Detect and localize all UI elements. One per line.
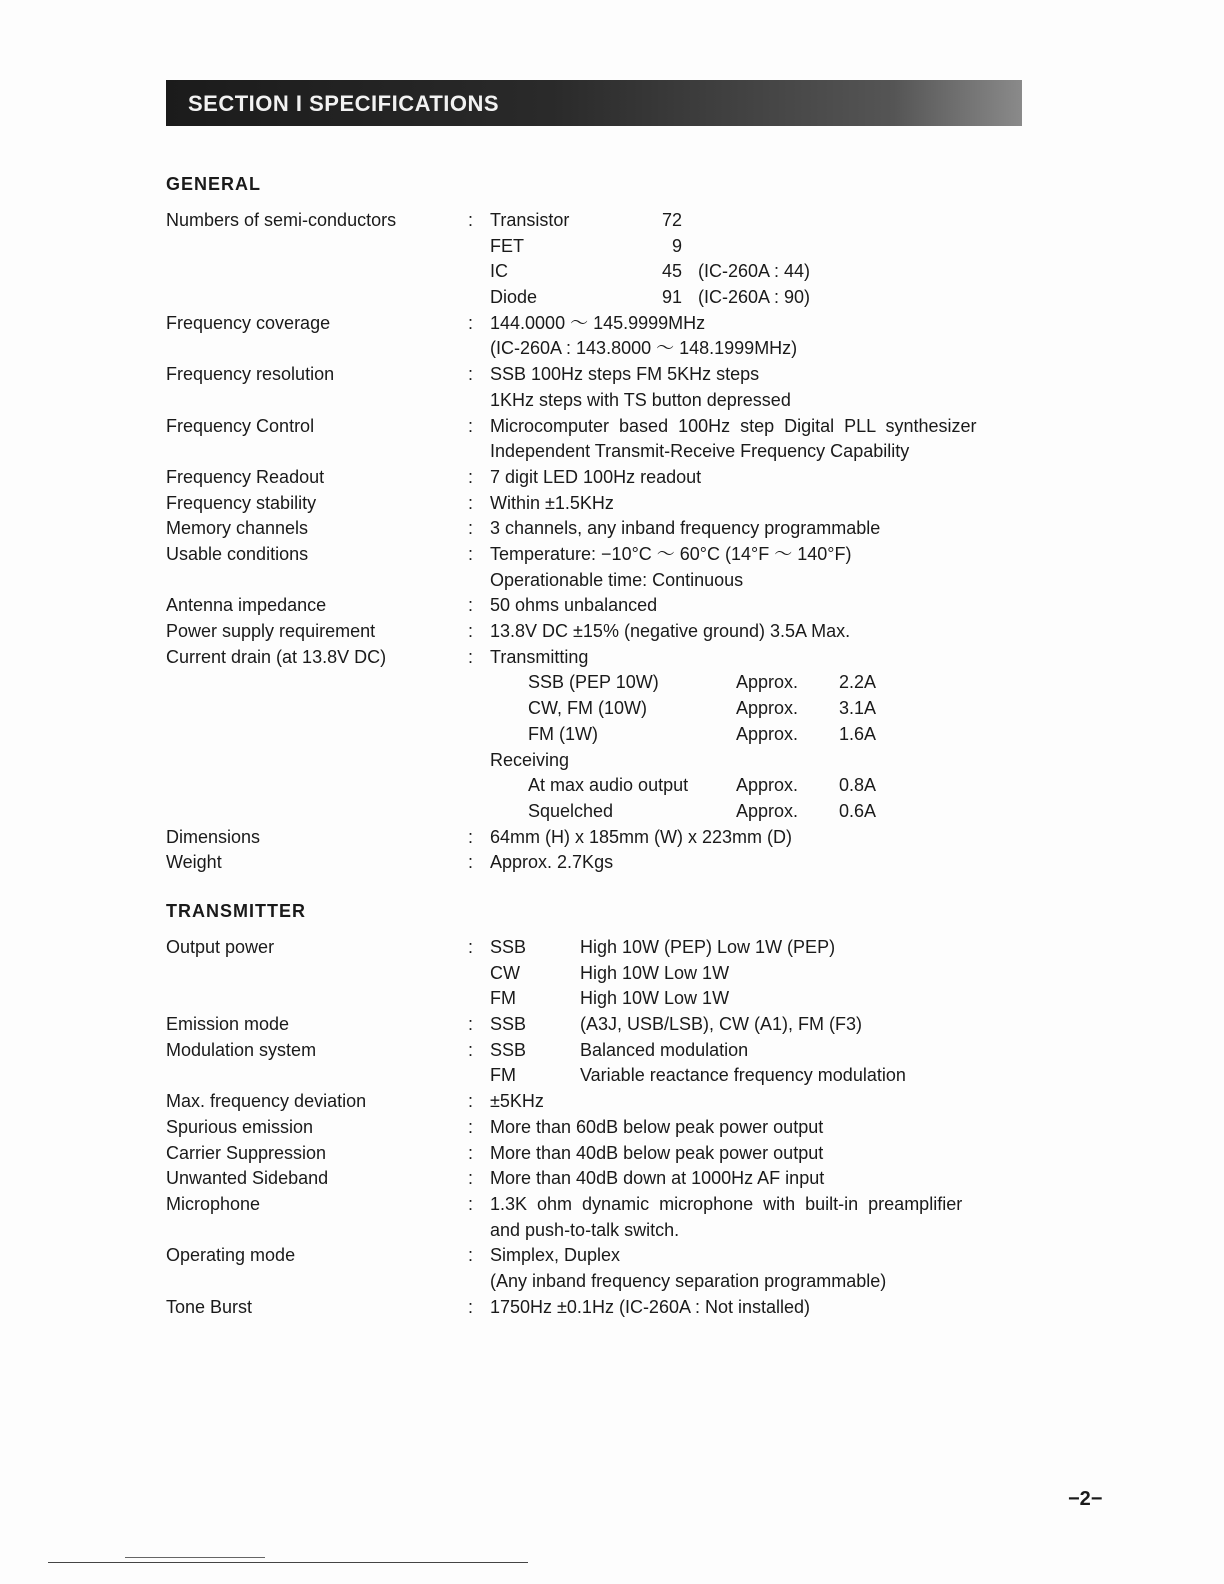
spec-item: [166, 619, 1046, 645]
spec-values: [490, 1243, 1046, 1294]
mode-desc: Variable reactance frequency modulation: [580, 1065, 906, 1086]
colon: :: [468, 518, 474, 539]
spec-label: Current drain (at 13.8V DC): [166, 646, 387, 667]
current-row: [490, 696, 1046, 722]
semiconductor-row: [490, 259, 1046, 285]
spec-value-text: (IC-260A : 143.8000 ～ 148.1999MHz): [490, 338, 798, 359]
spec-label: Max. frequency deviation: [166, 1091, 367, 1112]
spec-value-line: [490, 1269, 1046, 1295]
spec-item: [166, 1115, 1046, 1141]
section-title: SECTION I SPECIFICATIONS: [188, 91, 500, 116]
spec-value-line: [490, 568, 1046, 594]
section-banner: [166, 80, 1022, 126]
spec-item: [166, 935, 1046, 1012]
spec-item: [166, 491, 1046, 517]
spec-label: Operating mode: [166, 1245, 296, 1266]
spec-values: [490, 825, 1046, 851]
spec-value-text: 1.3K ohm dynamic microphone with built-in preamplifier: [490, 1193, 963, 1214]
spec-values: [490, 1192, 1046, 1243]
colon: :: [468, 1014, 474, 1035]
spec-item: [166, 516, 1046, 542]
spec-label: Spurious emission: [166, 1116, 314, 1137]
page-number: −2−: [1068, 1488, 1103, 1510]
spec-values: [490, 593, 1046, 619]
colon: :: [468, 595, 474, 616]
colon: :: [468, 312, 474, 333]
colon: :: [468, 852, 474, 873]
spec-values: [490, 208, 1046, 311]
spec-item: [166, 1295, 1046, 1321]
spec-label: Dimensions: [166, 826, 261, 847]
spec-values: [490, 1012, 1046, 1038]
current-row: [490, 773, 1046, 799]
spec-item: [166, 1012, 1046, 1038]
transmitter-heading: TRANSMITTER: [166, 901, 306, 921]
mode-desc: High 10W (PEP) Low 1W (PEP): [580, 937, 836, 957]
spec-values: [490, 1038, 1046, 1089]
component-name: Transistor: [490, 210, 570, 230]
spec-item: [166, 593, 1046, 619]
spec-value-line: [490, 414, 1046, 440]
spec-value-line: [490, 311, 1046, 337]
spec-value-text: 1KHz steps with TS button depressed: [490, 389, 791, 410]
spec-value-text: SSB 100Hz steps FM 5KHz steps: [490, 364, 760, 385]
current-value: 0.8A: [839, 775, 877, 796]
semiconductor-row: [490, 234, 1046, 260]
mode-name: SSB: [490, 937, 527, 957]
spec-item: [166, 542, 1046, 593]
general-heading: GENERAL: [166, 174, 262, 194]
spec-value-line: [490, 362, 1046, 388]
colon: :: [468, 826, 474, 847]
spec-values: [490, 1089, 1046, 1115]
current-subheading: [490, 645, 1046, 671]
spec-label: Frequency coverage: [166, 312, 331, 333]
spec-value-text: 64mm (H) x 185mm (W) x 223mm (D): [490, 826, 793, 847]
mode-name: SSB: [490, 1039, 527, 1060]
approx-label: Approx.: [736, 698, 799, 719]
transmitter-section: [166, 901, 1046, 1320]
current-mode: CW, FM (10W): [528, 698, 647, 719]
spec-value-text: More than 40dB down at 1000Hz AF input: [490, 1168, 825, 1189]
colon: :: [468, 415, 474, 436]
colon: :: [468, 1091, 474, 1112]
semiconductor-row: [490, 208, 1046, 234]
spec-value-text: 50 ohms unbalanced: [490, 595, 658, 616]
spec-values: [490, 935, 1046, 1012]
spec-value-line: [490, 1115, 1046, 1141]
spec-values: [490, 465, 1046, 491]
spec-label: Power supply requirement: [166, 621, 376, 642]
spec-value-line: [490, 850, 1046, 876]
spec-label: Output power: [166, 937, 275, 957]
spec-values: [490, 311, 1046, 362]
spec-values: [490, 1141, 1046, 1167]
component-count: 9: [671, 235, 682, 256]
spec-value-line: [490, 825, 1046, 851]
mode-row: [490, 986, 1046, 1012]
spec-value-text: Simplex, Duplex: [490, 1245, 621, 1266]
spec-value-line: [490, 1089, 1046, 1115]
spec-label: Unwanted Sideband: [166, 1168, 329, 1189]
spec-item: [166, 1192, 1046, 1243]
receiving-label: Receiving: [490, 749, 570, 770]
spec-label: Numbers of semi-conductors: [166, 210, 397, 230]
spec-item: [166, 1089, 1046, 1115]
component-count: 91: [661, 287, 682, 308]
component-note: (IC-260A : 44): [698, 261, 811, 282]
spec-value-text: Temperature: −10°C ～ 60°C (14°F ～ 140°F): [490, 543, 852, 564]
spec-label: Frequency resolution: [166, 364, 335, 385]
spec-item: [166, 362, 1046, 413]
colon: :: [468, 466, 474, 487]
spec-value-text: More than 40dB below peak power output: [490, 1142, 824, 1163]
current-mode: FM (1W): [528, 723, 598, 744]
spec-values: [490, 414, 1046, 465]
component-name: IC: [490, 261, 508, 282]
spec-value-line: [490, 491, 1046, 517]
current-row: [490, 722, 1046, 748]
mode-row: [490, 961, 1046, 987]
current-subheading: [490, 748, 1046, 774]
mode-row: [490, 1038, 1046, 1064]
spec-values: [490, 1115, 1046, 1141]
spec-value-text: 144.0000 ～ 145.9999MHz: [490, 312, 706, 333]
current-value: 0.6A: [839, 800, 877, 821]
spec-value-line: [490, 465, 1046, 491]
spec-value-line: [490, 388, 1046, 414]
colon: :: [468, 492, 474, 513]
spec-label: Antenna impedance: [166, 595, 327, 616]
colon: :: [468, 937, 474, 957]
spec-label: Usable conditions: [166, 543, 309, 564]
spec-value-line: [490, 593, 1046, 619]
mode-name: SSB: [490, 1014, 527, 1035]
mode-name: FM: [490, 988, 516, 1009]
spec-value-line: [490, 1295, 1046, 1321]
mode-row: [490, 1012, 1046, 1038]
spec-value-line: [490, 1218, 1046, 1244]
colon: :: [468, 1142, 474, 1163]
component-name: FET: [490, 235, 524, 256]
spec-item: [166, 1166, 1046, 1192]
general-section: [166, 174, 1046, 876]
mode-name: CW: [490, 962, 520, 983]
current-mode: At max audio output: [528, 775, 689, 796]
colon: :: [468, 1193, 474, 1214]
spec-value-text: 13.8V DC ±15% (negative ground) 3.5A Max.: [490, 621, 851, 642]
mode-name: FM: [490, 1065, 516, 1086]
spec-item: [166, 1038, 1046, 1089]
colon: :: [468, 1116, 474, 1137]
spec-value-text: Microcomputer based 100Hz step Digital PLL synthesizer: [490, 415, 977, 436]
spec-item: [166, 414, 1046, 465]
spec-item: [166, 208, 1046, 311]
current-value: 3.1A: [839, 698, 877, 719]
spec-item: [166, 825, 1046, 851]
colon: :: [468, 1168, 474, 1189]
mode-row: [490, 935, 1046, 961]
spec-value-line: [490, 439, 1046, 465]
spec-item: [166, 311, 1046, 362]
colon: :: [468, 543, 474, 564]
approx-label: Approx.: [736, 672, 799, 693]
spec-label: Tone Burst: [166, 1296, 253, 1317]
spec-value-line: [490, 516, 1046, 542]
spec-item: [166, 850, 1046, 876]
spec-values: [490, 1166, 1046, 1192]
spec-value-line: [490, 619, 1046, 645]
spec-values: [490, 645, 1046, 825]
spec-value-line: [490, 1141, 1046, 1167]
spec-label: Modulation system: [166, 1039, 317, 1060]
spec-label: Weight: [166, 852, 222, 873]
current-value: 2.2A: [839, 672, 877, 693]
spec-value-text: More than 60dB below peak power output: [490, 1116, 824, 1137]
spec-values: [490, 491, 1046, 517]
mode-desc: High 10W Low 1W: [580, 988, 730, 1009]
mode-desc: High 10W Low 1W: [580, 962, 730, 983]
spec-value-text: and push-to-talk switch.: [490, 1219, 680, 1240]
spec-value-line: [490, 1192, 1046, 1218]
spec-label: Microphone: [166, 1193, 261, 1214]
spec-value-text: Approx. 2.7Kgs: [490, 852, 614, 873]
spec-label: Frequency Control: [166, 415, 315, 436]
semiconductor-row: [490, 285, 1046, 311]
spec-value-text: Independent Transmit-Receive Frequency Capability: [490, 441, 910, 462]
approx-label: Approx.: [736, 723, 799, 744]
current-row: [490, 670, 1046, 696]
colon: :: [468, 646, 474, 667]
colon: :: [468, 1039, 474, 1060]
spec-label: Frequency Readout: [166, 466, 325, 487]
spec-label: Emission mode: [166, 1014, 290, 1035]
spec-item: [166, 465, 1046, 491]
footer-rule-short: [125, 1557, 265, 1558]
spec-values: [490, 619, 1046, 645]
spec-values: [490, 1295, 1046, 1321]
footer-rule: [48, 1562, 528, 1563]
colon: :: [468, 621, 474, 642]
approx-label: Approx.: [736, 775, 799, 796]
spec-label: Frequency stability: [166, 492, 317, 513]
current-mode: Squelched: [528, 800, 614, 821]
spec-value-line: [490, 336, 1046, 362]
spec-item: [166, 1141, 1046, 1167]
spec-value-text: Within ±1.5KHz: [490, 492, 614, 513]
spec-item: [166, 645, 1046, 825]
component-count: 45: [661, 261, 682, 282]
spec-label: Memory channels: [166, 518, 309, 539]
mode-row: [490, 1063, 1046, 1089]
component-note: (IC-260A : 90): [698, 287, 811, 308]
current-row: [490, 799, 1046, 825]
spec-values: [490, 542, 1046, 593]
spec-value-line: [490, 1243, 1046, 1269]
colon: :: [468, 1245, 474, 1266]
approx-label: Approx.: [736, 800, 799, 821]
spec-label: Carrier Suppression: [166, 1142, 327, 1163]
spec-value-text: 1750Hz ±0.1Hz (IC-260A : Not installed): [490, 1296, 811, 1317]
spec-value-line: [490, 542, 1046, 568]
current-value: 1.6A: [839, 723, 877, 744]
current-mode: SSB (PEP 10W): [528, 672, 659, 693]
spec-item: [166, 1243, 1046, 1294]
spec-values: [490, 516, 1046, 542]
spec-values: [490, 850, 1046, 876]
colon: :: [468, 210, 474, 230]
spec-value-text: 7 digit LED 100Hz readout: [490, 466, 702, 487]
spec-value-text: ±5KHz: [490, 1091, 544, 1112]
component-name: Diode: [490, 287, 538, 308]
transmitting-label: Transmitting: [490, 646, 589, 667]
spec-value-text: (Any inband frequency separation programmable): [490, 1271, 887, 1292]
mode-desc: Balanced modulation: [580, 1039, 749, 1060]
spec-values: [490, 362, 1046, 413]
spec-value-text: Operationable time: Continuous: [490, 569, 744, 590]
mode-desc: (A3J, USB/LSB), CW (A1), FM (F3): [580, 1014, 863, 1035]
spec-value-line: [490, 1166, 1046, 1192]
colon: :: [468, 364, 474, 385]
colon: :: [468, 1296, 474, 1317]
spec-value-text: 3 channels, any inband frequency programmable: [490, 518, 881, 539]
component-count: 72: [661, 210, 682, 230]
